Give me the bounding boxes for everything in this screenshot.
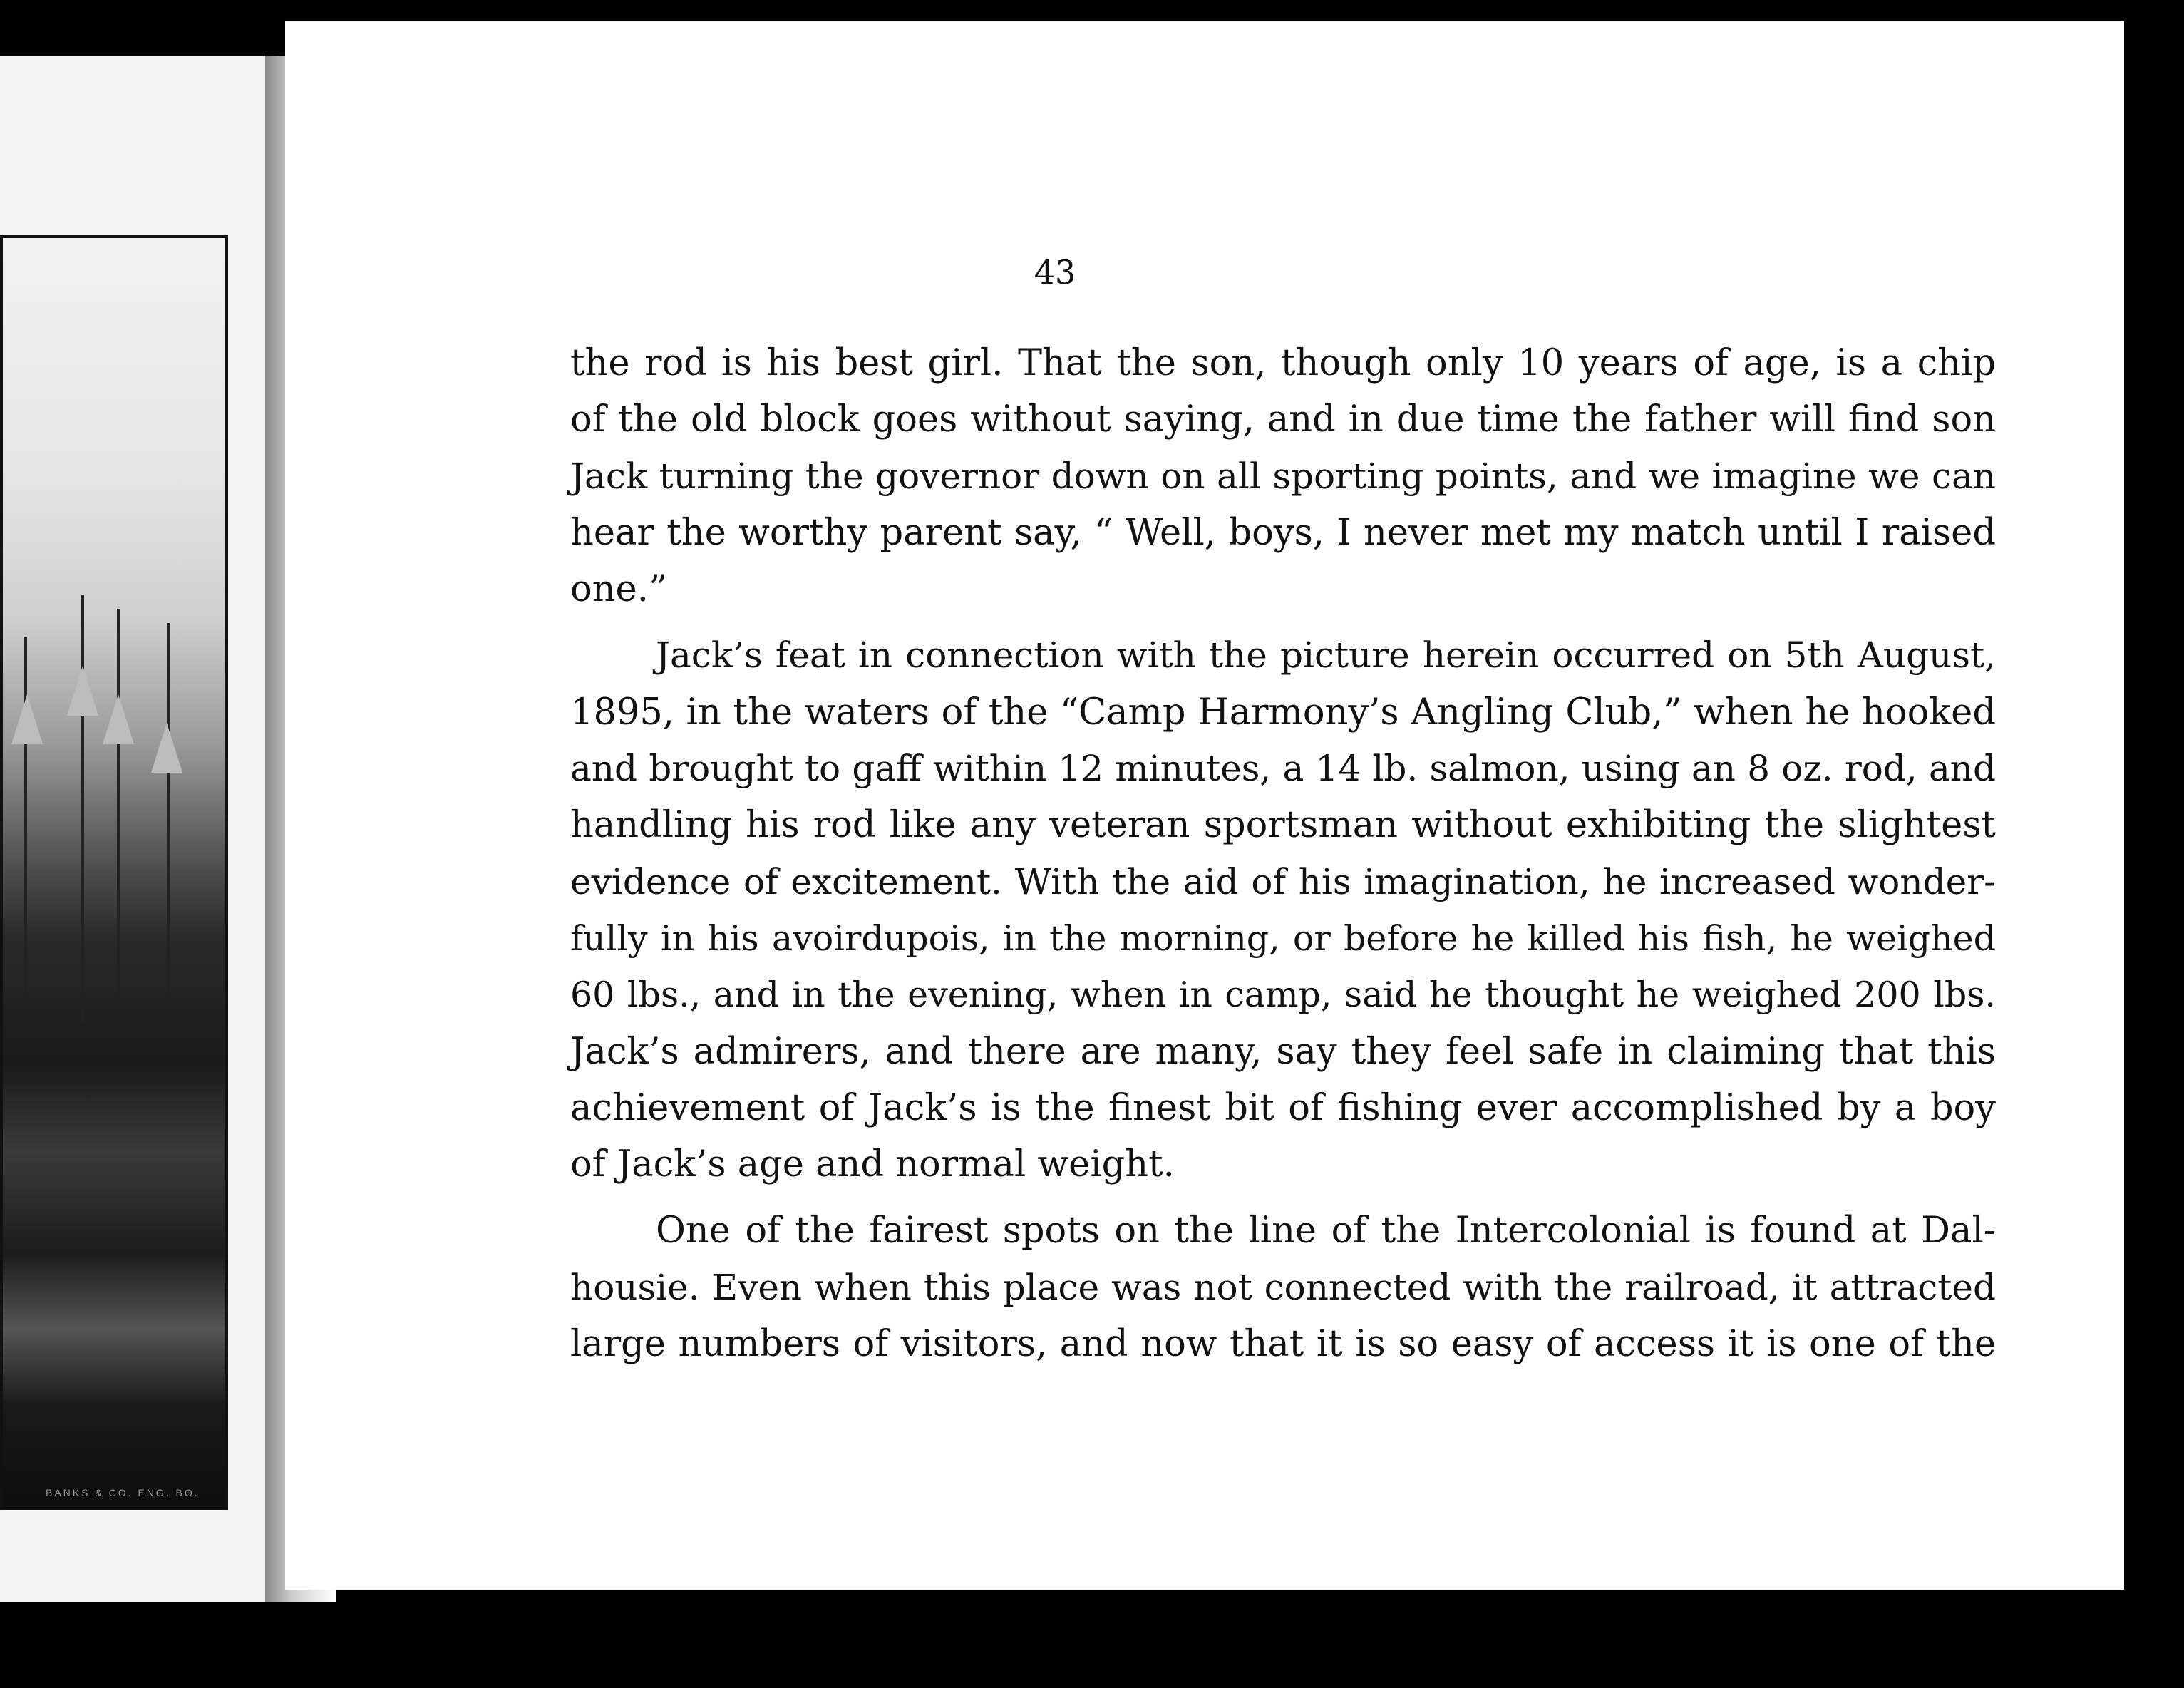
text-line: evidence of excitement. With the aid of his imagination, he increased wonder- — [570, 860, 1996, 902]
facing-page — [0, 56, 265, 1602]
ship-sail — [103, 694, 134, 744]
text-line: 60 lbs., and in the evening, when in camp, said he thought he weighed 200 lbs. — [570, 974, 1996, 1016]
text-line: large numbers of visitors, and now that it is so easy of access it is one of the — [570, 1323, 1996, 1366]
text-line: one.” — [570, 568, 668, 611]
harbour-photograph — [0, 235, 228, 1510]
text-line: handling his rod like any veteran sportsman without exhibiting the slightest — [570, 804, 1996, 847]
paragraph — [570, 335, 1996, 617]
text-line: hear the worthy parent say, “ Well, boys, I never met my match until I raised — [570, 511, 1996, 554]
page-number: 43 — [1034, 253, 1076, 292]
ship-sail — [67, 666, 98, 716]
text-line: of the old block goes without saying, and in due time the father will find son — [570, 398, 1996, 441]
ship-mast — [117, 609, 120, 1008]
text-line: Jack’s admirers, and there are many, say they feel safe in claiming that this — [570, 1030, 1996, 1073]
text-line: and brought to gaff within 12 minutes, a 14 lb. salmon, using an 8 oz. rod, and — [570, 748, 1996, 790]
text-line: One of the fairest spots on the line of the Intercolonial is found at Dal- — [656, 1210, 1996, 1252]
text-line: fully in his avoirdupois, in the morning, or before he killed his fish, he weighed — [570, 917, 1996, 959]
ship-sail — [151, 723, 182, 773]
paragraph — [570, 627, 1996, 1193]
ship-mast — [24, 637, 27, 1008]
body-text — [570, 335, 1996, 1372]
ship-mast — [167, 623, 170, 1008]
paragraph — [570, 1203, 1996, 1372]
text-line: achievement of Jack’s is the finest bit of fishing ever accomplished by a boy — [570, 1086, 1996, 1129]
text-line: housie. Even when this place was not connected with the railroad, it attracted — [570, 1266, 1996, 1308]
ship-mast — [81, 595, 84, 1022]
text-line: the rod is his best girl. That the son, though only 10 years of age, is a chip — [570, 342, 1996, 384]
text-line: of Jack’s age and normal weight. — [570, 1143, 1175, 1186]
text-line: Jack turning the governor down on all sporting points, and we imagine we can — [570, 455, 1996, 497]
scan-border — [2124, 21, 2184, 1590]
engraver-credit: BANKS & CO. ENG. BO. — [46, 1487, 200, 1498]
text-line: Jack’s feat in connection with the picture herein occurred on 5th August, — [656, 634, 1996, 676]
text-line: 1895, in the waters of the “Camp Harmony’s Angling Club,” when he hooked — [570, 691, 1996, 734]
text-page — [285, 21, 2124, 1590]
ship-sail — [11, 694, 43, 744]
